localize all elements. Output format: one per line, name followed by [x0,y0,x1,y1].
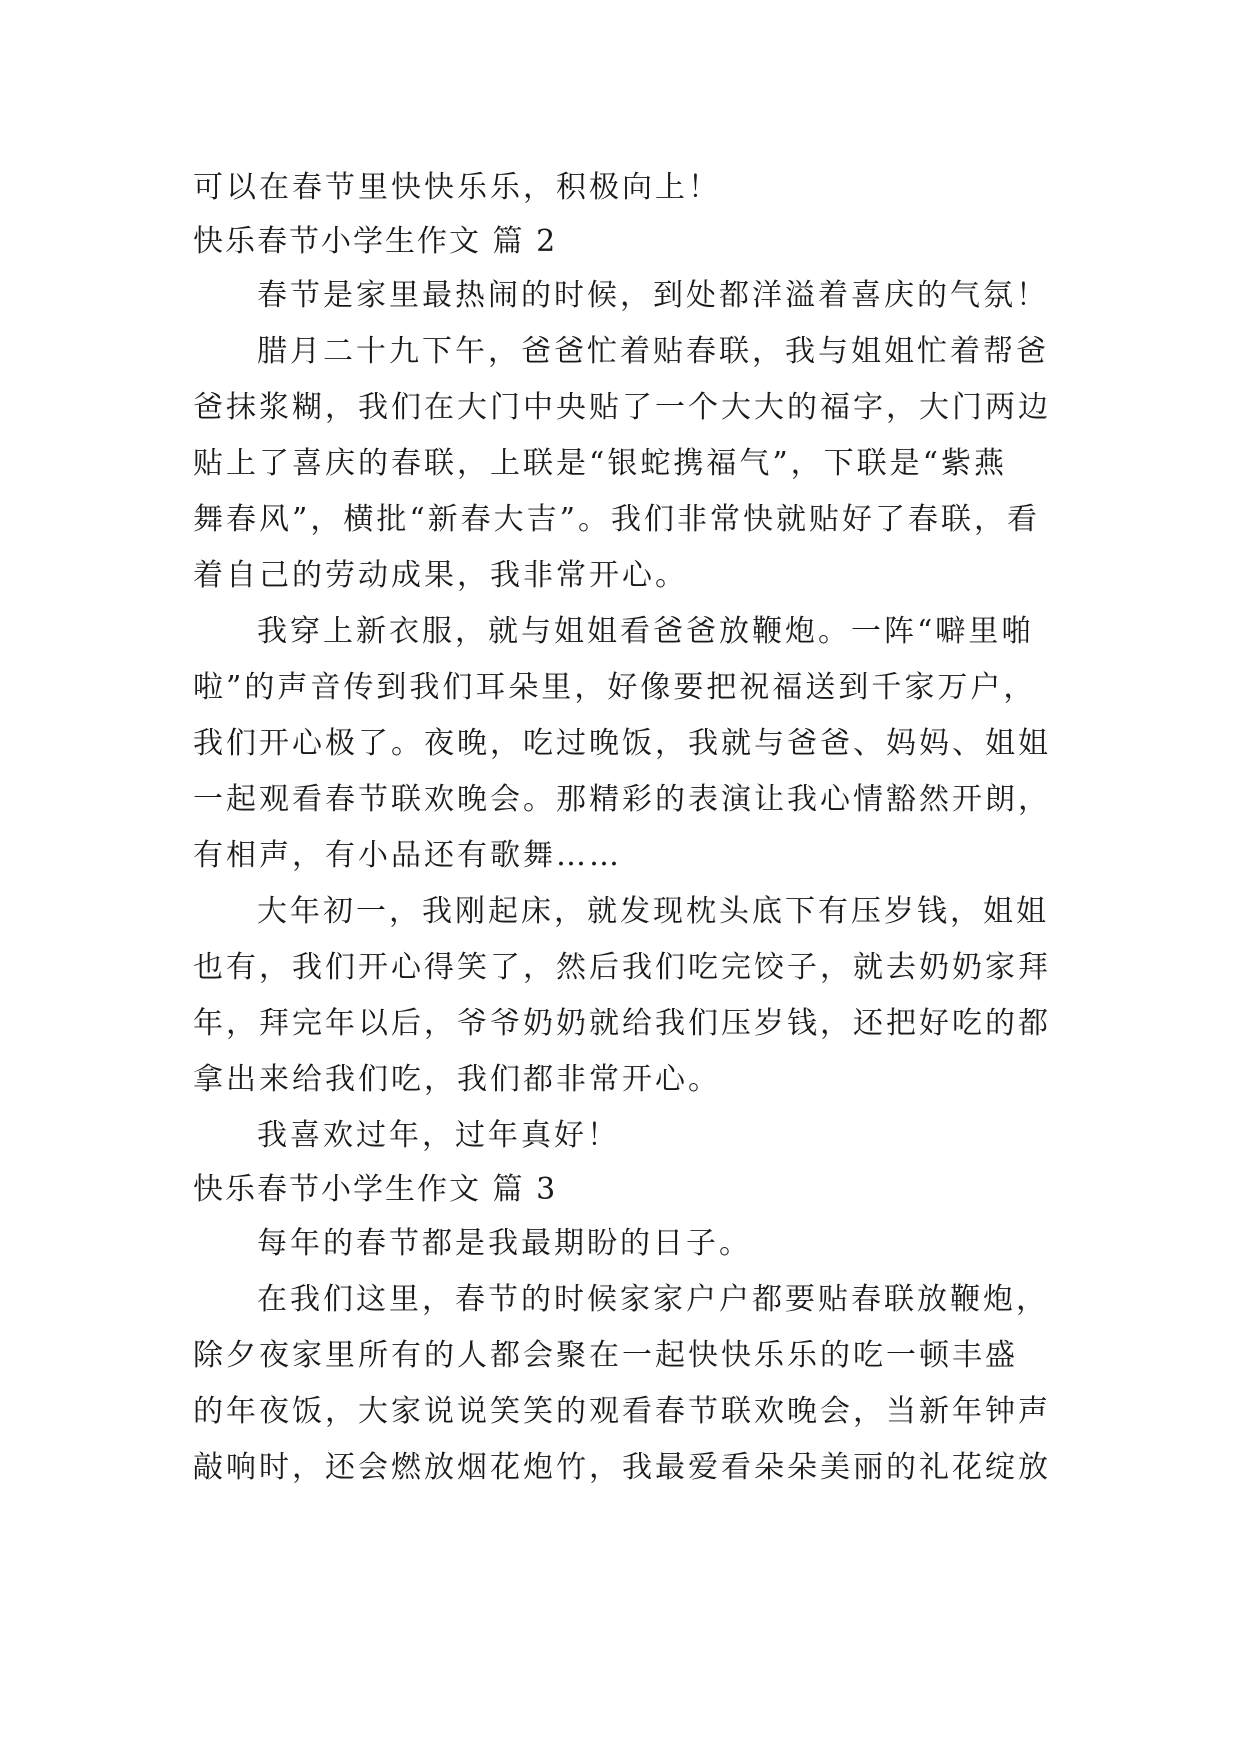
paragraph-first-line: 我穿上新衣服，就与姐姐看爸爸放鞭炮。一阵“噼里啪 [257,614,1035,649]
paragraph-first-line: 我喜欢过年，过年真好！ [257,1118,620,1153]
text-line: 一起观看春节联欢晚会。那精彩的表演让我心情豁然开朗， [193,782,1051,817]
document-body [193,160,1073,1496]
text-line: 爸抹浆糊，我们在大门中央贴了一个大大的福字，大门两边 [193,390,1051,425]
text-line: 有相声，有小品还有歌舞…… [193,838,622,873]
text-line: 我们开心极了。夜晚，吃过晚饭，我就与爸爸、妈妈、姐姐 [193,726,1051,761]
text-line: 拿出来给我们吃，我们都非常开心。 [193,1062,721,1097]
text-line: 年，拜完年以后，爷爷奶奶就给我们压岁钱，还把好吃的都 [193,1006,1051,1041]
paragraph-first-line: 每年的春节都是我最期盼的日子。 [257,1226,752,1261]
text-line: 啦”的声音传到我们耳朵里，好像要把祝福送到千家万户， [193,670,1037,705]
paragraph-first-line: 大年初一，我刚起床，就发现枕头底下有压岁钱，姐姐 [257,894,1049,929]
text-line: 可以在春节里快快乐乐，积极向上！ [193,170,721,205]
text-line: 着自己的劳动成果，我非常开心。 [193,558,688,593]
paragraph-first-line: 腊月二十九下午，爸爸忙着贴春联，我与姐姐忙着帮爸 [257,334,1049,369]
text-line: 敲响时，还会燃放烟花炮竹，我最爱看朵朵美丽的礼花绽放 [193,1450,1051,1485]
text-line: 舞春风”，横批“新春大吉”。我们非常快就贴好了春联，看 [193,502,1041,537]
text-line: 除夕夜家里所有的人都会聚在一起快快乐乐的吃一顿丰盛 [193,1338,1018,1373]
text-line: 也有，我们开心得笑了，然后我们吃完饺子，就去奶奶家拜 [193,950,1051,985]
section-heading: 快乐春节小学生作文 篇 2 [193,224,558,259]
text-line: 的年夜饭，大家说说笑笑的观看春节联欢晚会，当新年钟声 [193,1394,1051,1429]
paragraph-first-line: 在我们这里，春节的时候家家户户都要贴春联放鞭炮， [257,1282,1049,1317]
paragraph-first-line: 春节是家里最热闹的时候，到处都洋溢着喜庆的气氛！ [257,278,1049,313]
text-line: 贴上了喜庆的春联，上联是“银蛇携福气”，下联是“紫燕 [193,446,1008,481]
section-heading: 快乐春节小学生作文 篇 3 [193,1172,558,1207]
